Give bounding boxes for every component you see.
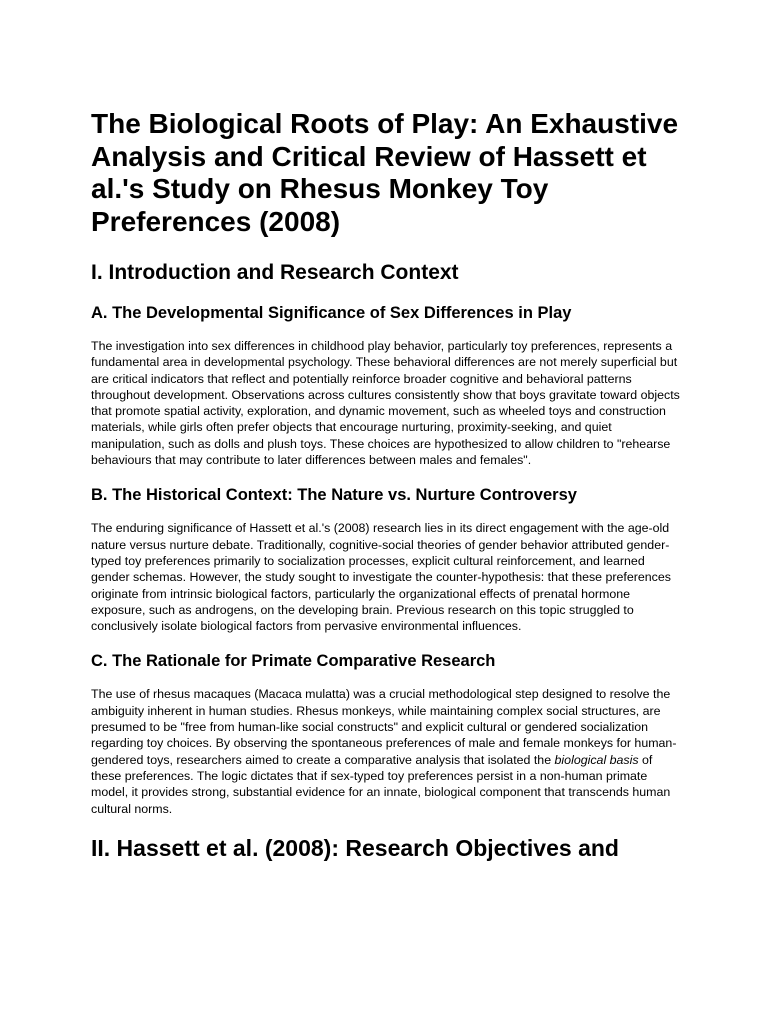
paragraph-primate-rationale (91, 686, 681, 816)
paragraph-developmental-significance: The investigation into sex differences in childhood play behavior, particularly toy preferences, represents a fundamental area in developmental psychology. These behavioral differences are not merely superficial but are critical indicators that reflect and potentially reinforce broader cognitive and behavioral patterns throughout development. Observations across cultures consistently show that boys gravitate toward objects that promote spatial activity, exploration, and dynamic movement, such as wheeled toys and construction materials, while girls often prefer objects that encourage nurturing, proximity-seeking, and quiet manipulation, such as dolls and plush toys. These choices are hypothesized to allow children to "rehearse behaviours that may contribute to later differences between males and females". (91, 339, 680, 468)
paragraph-italic-text: biological basis (554, 752, 639, 767)
subsection-heading-b: B. The Historical Context: The Nature vs. Nurture Controversy (91, 486, 577, 505)
section-heading-introduction: I. Introduction and Research Context (91, 261, 459, 284)
subsection-heading-c: C. The Rationale for Primate Comparative Research (91, 652, 496, 671)
document-page (91, 108, 681, 879)
paragraph-text-before: The use of rhesus macaques (Macaca mulatta) was a crucial methodological step designed to resolve the ambiguity inherent in human studies. Rhesus monkeys, while maintaining complex social structures, are presumed to be "free from human-like social constructs" and explicit cultural or gendered socialization regarding toy choices. By observing the spontaneous preferences of male and female monkeys for human-gendered toys, researchers aimed to create a comparative analysis that isolated the (91, 687, 677, 767)
document-title: The Biological Roots of Play: An Exhaustive Analysis and Critical Review of Hassett et al.'s Study on Rhesus Monkey Toy Preferences (2008) (91, 108, 679, 237)
paragraph-text-after: of these preferences. The logic dictates that if sex-typed toy preferences persist in a non-human primate model, it provides strong, substantial evidence for an innate, biological component that transcends human cultural norms. (91, 752, 671, 816)
paragraph-historical-context: The enduring significance of Hassett et al.'s (2008) research lies in its direct engagement with the age-old nature versus nurture debate. Traditionally, cognitive-social theories of gender behavior attributed gender-typed toy preferences primarily to socialization processes, explicit cultural reinforcement, and learned gender schemas. However, the study sought to investigate the counter-hypothesis: that these preferences originate from intrinsic biological factors, particularly the organizational effects of prenatal hormone exposure, such as androgens, on the developing brain. Previous research on this topic struggled to conclusively isolate biological factors from pervasive environmental influences. (91, 521, 671, 634)
section-heading-research-objectives: II. Hassett et al. (2008): Research Objectives and (91, 834, 619, 861)
subsection-heading-a: A. The Developmental Significance of Sex Differences in Play (91, 304, 572, 322)
